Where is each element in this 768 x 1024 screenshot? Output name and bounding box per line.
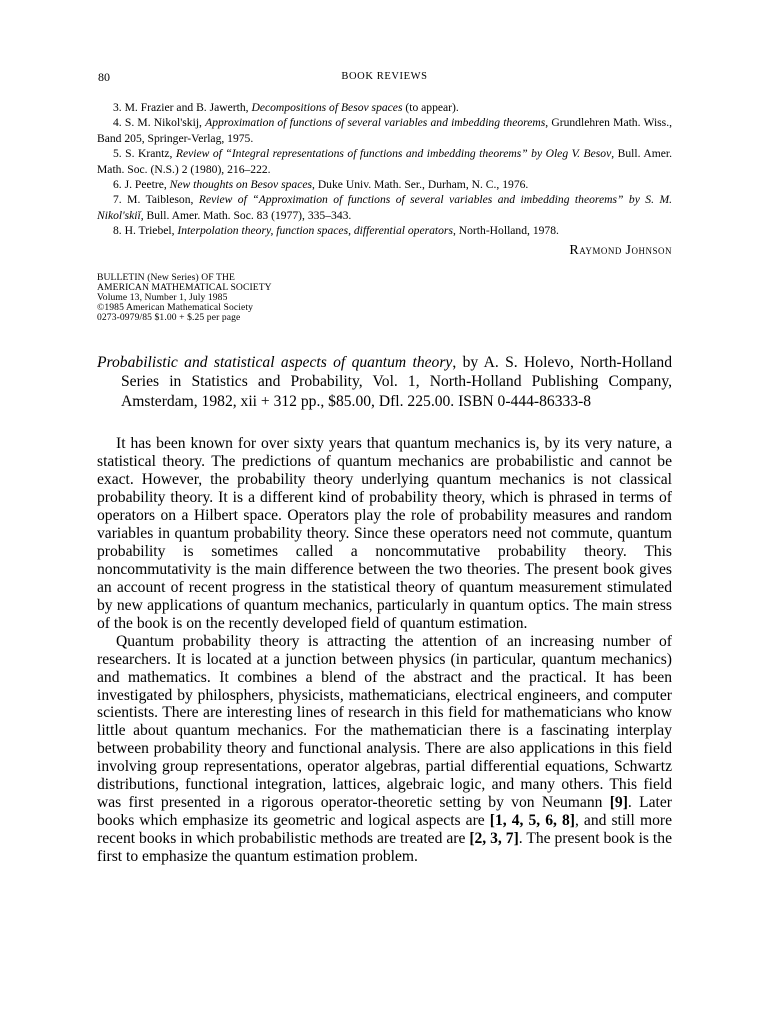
bulletin-line: AMERICAN MATHEMATICAL SOCIETY: [97, 281, 272, 293]
book-title: Probabilistic and statistical aspects of quantum theory: [97, 353, 453, 371]
bulletin-info: [97, 273, 672, 324]
page: [97, 70, 672, 866]
reference-item: 3. M. Frazier and B. Jawerth, Decompositions of Besov spaces (to appear).: [113, 101, 459, 114]
book-details: , by A. S. Holevo, North-Holland Series in Statistics and Probability, Vol. 1, North-Holland Publishing Company, Amsterdam, 1982, xii + 312 pp., $85.00, Dfl. 225.00. ISBN 0-444-86333-8: [121, 353, 672, 410]
paragraph: Quantum probability theory is attracting the attention of an increasing number of researchers. It is located at a junction between physics (in particular, quantum mechanics) and mathematics. It combines a blend of the abstract and the practical. It has been investigated by philosphers, physicists, mathematicians, electrical engineers, and computer scientists. There are interesting lines of research in this field for mathematicians who know little about quantum mechanics. For the mathematician there is a fascinating interplay between probability theory and functional analysis. There are also applications in this field involving group representations, operator algebras, partial differential equations, Schwartz distributions, functional integration, lattices, algebraic logic, and many others. This field was first presented in a rigorous operator-theoretic setting by von Neumann [9]. Later books which emphasize its geometric and logical aspects are [1, 4, 5, 6, 8], and still more recent books in which probabilistic methods are treated are [2, 3, 7]. The present book is the first to emphasize the quantum estimation problem.: [97, 632, 672, 866]
reference-item: 5. S. Krantz, Review of “Integral representations of functions and imbedding theorems” by Oleg V. Besov, Bull. Amer. Math. Soc. (N.S.) 2 (1980), 216–222.: [97, 147, 672, 176]
citation: [2, 3, 7]: [469, 830, 519, 848]
bulletin-line: 0273-0979/85 $1.00 + $.25 per page: [97, 312, 241, 324]
bulletin-line: ©1985 American Mathematical Society: [97, 302, 253, 314]
bulletin-line: BULLETIN (New Series) OF THE: [97, 271, 235, 283]
review-body: [97, 435, 672, 866]
citation: [9]: [609, 794, 628, 812]
reference-item: 7. M. Taibleson, Review of “Approximation of functions of several variables and imbedding theorems” by S. M. Nikol'skiĭ, Bull. Amer. Math. Soc. 83 (1977), 335–343.: [97, 193, 672, 222]
page-number: 80: [98, 70, 110, 84]
page-header: [97, 70, 672, 86]
bulletin-line: Volume 13, Number 1, July 1985: [97, 292, 228, 304]
reference-item: 4. S. M. Nikol'skij, Approximation of functions of several variables and imbedding theorems, Grundlehren Math. Wiss., Band 205, Springer-Verlag, 1975.: [97, 116, 672, 145]
running-title: BOOK REVIEWS: [341, 71, 428, 82]
review-heading: [97, 353, 672, 412]
reference-item: 8. H. Triebel, Interpolation theory, function spaces, differential operators, North-Holland, 1978.: [113, 224, 559, 238]
reference-item: 6. J. Peetre, New thoughts on Besov spaces, Duke Univ. Math. Ser., Durham, N. C., 1976.: [113, 178, 529, 192]
citation: [1, 4, 5, 6, 8]: [489, 812, 575, 830]
paragraph: It has been known for over sixty years that quantum mechanics is, by its very nature, a statistical theory. The predictions of quantum mechanics are probabilistic and cannot be exact. However, the probability theory underlying quantum mechanics is not classical probability theory. It is a different kind of probability theory, which is phrased in terms of operators on a Hilbert space. Operators play the role of probability measures and random variables in quantum probability theory. Since these operators need not commute, quantum probability is sometimes called a noncommutative probability theory. This noncommutativity is the main difference between the two theories. The present book gives an account of recent progress in the statistical theory of quantum measurement stimulated by new applications of quantum mechanics, particularly in quantum optics. The main stress of the book is on the recently developed field of quantum estimation.: [97, 435, 672, 632]
reviewer-signature: Raymond Johnson: [569, 242, 672, 258]
reference-list: [97, 100, 672, 239]
